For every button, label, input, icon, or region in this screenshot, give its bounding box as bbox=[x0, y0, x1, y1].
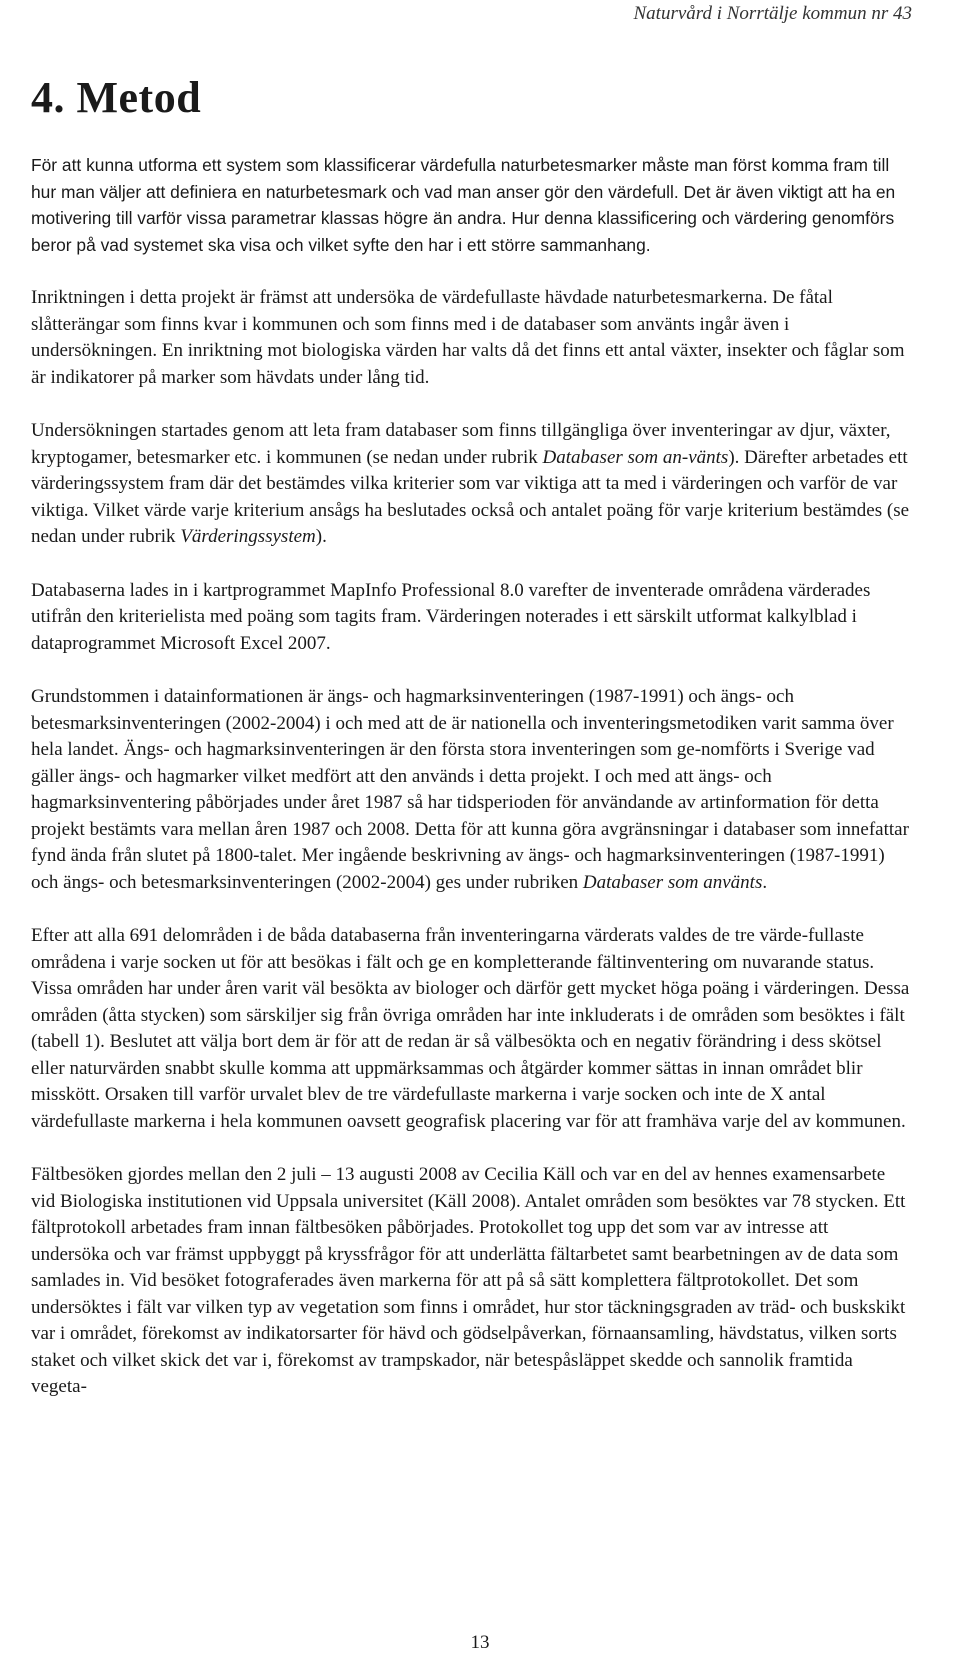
paragraph-6: Efter att alla 691 delområden i de båda databaserna från inventeringarna värderats valdes de tre värde-fullaste områdena i varje socken ut för att besökas i fält och ge en kompletterande fältinventering om nuvarande status. Vissa områden har under åren varit väl besökta av biologer och därför gett mycket höga poäng i värderingen. Dessa områden (åtta stycken) som särskiljer sig från övriga områden har inte inkluderats i de områden som besöktes i fält (tabell 1). Beslutet att välja bort dem är för att de redan är så välbesökta och en negativ förändring i dess skötsel eller naturvärden snabbt skulle komma att uppmärksammas och åtgärder kommer sättas in innan området blir misskött. Orsaken till varför urvalet blev de tre värdefullaste markerna i varje socken och inte de X antal värdefullaste markerna i hela kommunen oavsett geografisk placering var för att framhäva varje del av kommunen. bbox=[31, 925, 910, 1132]
paragraph-3-text-a: Undersökningen startades genom att leta fram databaser som finns tillgängliga över inventeringar av djur, växter, kryptogamer, betesmarker etc. i kommunen (se nedan under rubrik bbox=[31, 420, 891, 468]
running-header: Naturvård i Norrtälje kommun nr 43 bbox=[633, 3, 912, 24]
paragraph-5-text-a: Grundstommen i datainformationen är ängs- och hagmarksinventeringen (1987-1991) och ängs- och betesmarksinventeringen (2002-2004) i och med att de är nationella och inventeringsmetodiken varit samma över hela landet. Ängs- och hagmarksinventeringen är den första stora inventeringen som ge-nomförts i Sverige vad gäller ängs- och hagmarker vilket medfört att den används i detta projekt. I och med att ängs- och hagmarksinventering påbörjades under året 1987 så har tidsperioden för användande av artinformation för detta projekt bestämts vara mellan åren 1987 och 2008. Detta för att kunna göra avgränsningar i databaser som innefattar fynd ända från slutet på 1800-talet. Mer ingående beskrivning av ängs- och hagmarksinventeringen (1987-1991) och ängs- och betesmarksinventeringen (2002-2004) ges under rubriken bbox=[31, 686, 909, 893]
paragraph-3-text-b: ). Därefter arbetades ett värderingssystem fram där det bestämdes vilka kriterier som var viktiga att ta med i värderingen och varför de var viktiga. Vilket värde varje kriterium ansågs ha beslutades också och antalet poäng för varje kriterium bestämdes (se nedan under rubrik bbox=[31, 446, 910, 547]
paragraph-5-text-b: . bbox=[762, 871, 768, 893]
paragraph-1: För att kunna utforma ett system som klassificerar värdefulla naturbetesmarker måste man först komma fram till hur man väljer att definiera en naturbetesmark och vad man anser gör den värdefull. Det är även viktigt att ha en motivering till varför vissa parametrar klassas högre än andra. Hur denna klassificering och värdering genomförs beror på vad systemet ska visa och vilket syfte den har i ett större sammanhang. bbox=[31, 155, 896, 255]
paragraph-5 bbox=[31, 684, 911, 896]
paragraph-4: Databaserna lades in i kartprogrammet MapInfo Professional 8.0 varefter de inventerade områdena värderades utifrån den kriterielista med poäng som tagits fram. Värderingen noterades i ett särskilt utformat kalkylblad i dataprogrammet Microsoft Excel 2007. bbox=[31, 579, 871, 654]
reference-databaser-som-anvants: Databaser som använts bbox=[582, 871, 763, 893]
reference-varderingssystem: Värderingssystem bbox=[180, 526, 316, 547]
reference-databaser: Databaser som an-vänts bbox=[542, 446, 729, 468]
paragraph-3-text-c: ). bbox=[315, 526, 327, 547]
paragraph-2: Inriktningen i detta projekt är främst att undersöka de värdefullaste hävdade naturbetesmarkerna. De fåtal slåtterängar som finns kvar i kommunen och som finns med i de databaser som använts ingår även i undersökningen. En inriktning mot biologiska värden har valts då det finns ett antal växter, insekter och fåglar som är indikatorer på marker som hävdats under lång tid. bbox=[31, 287, 905, 388]
page-number: 13 bbox=[470, 1632, 490, 1653]
body-text bbox=[31, 152, 911, 1428]
chapter-title: 4. Metod bbox=[31, 73, 202, 122]
paragraph-7: Fältbesöken gjordes mellan den 2 juli – 13 augusti 2008 av Cecilia Käll och var en del av hennes examensarbete vid Biologiska institutionen vid Uppsala universitet (Käll 2008). Antalet områden som besöktes var 78 stycken. Ett fältprotokoll arbetades fram innan fältbesöken påbörjades. Protokollet tog upp det som var av intresse att undersöka och var främst uppbyggt på kryssfrågor för att underlätta fältarbetet samt bearbetningen av de data som samlades in. Vid besöket fotograferades även markerna för att på så sätt komplettera fältprotokollet. Det som undersöktes i fält var vilken typ av vegetation som finns i området, hur stor täckningsgraden av träd- och buskskikt var i området, förekomst av indikatorsarter för hävd och gödselpåverkan, förnaansamling, hävdstatus, vilken sorts staket och vilket skick det var i, förekomst av trampskador, när betespåsläppet skedde och sannolik framtida vegeta- bbox=[31, 1164, 906, 1397]
paragraph-3 bbox=[31, 418, 911, 551]
